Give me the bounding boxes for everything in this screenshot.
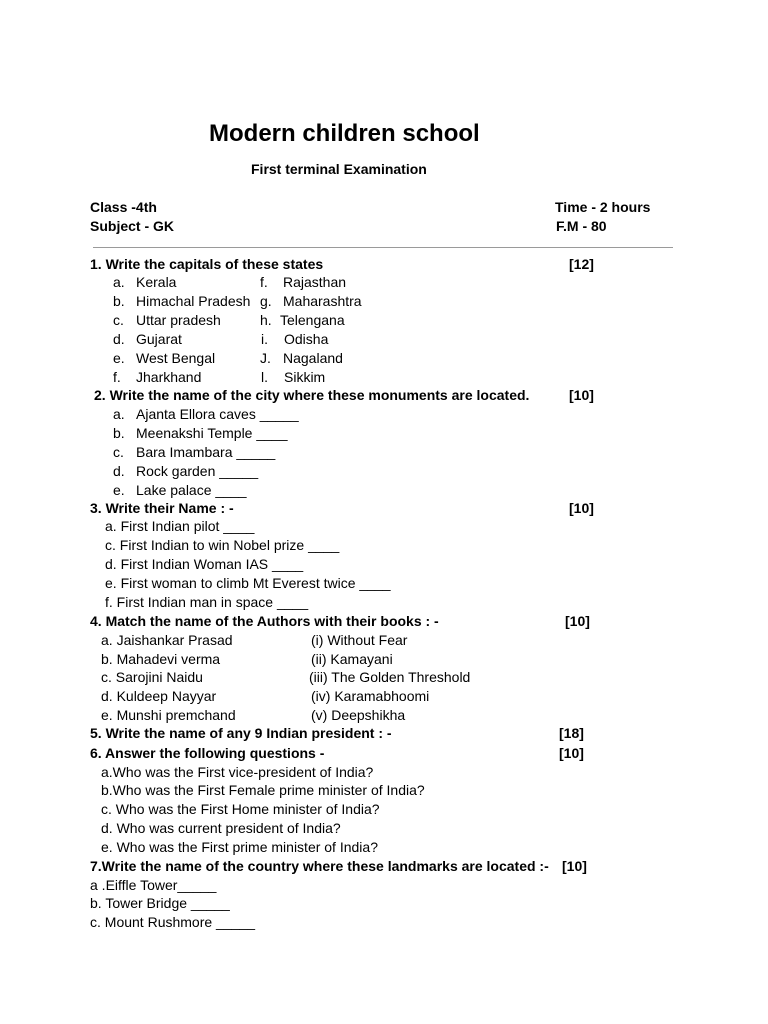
- list-item: a. First Indian pilot ____: [105, 518, 255, 534]
- list-marker: d.: [113, 331, 125, 347]
- q2-marks: [10]: [569, 387, 594, 403]
- exam-title: First terminal Examination: [251, 161, 427, 177]
- list-marker: l.: [261, 369, 268, 385]
- state-name: Himachal Pradesh: [136, 293, 251, 309]
- q1-marks: [12]: [569, 256, 594, 272]
- author-item: c. Sarojini Naidu: [101, 669, 203, 685]
- state-name: Sikkim: [284, 369, 326, 385]
- monument-item: Meenakshi Temple ____: [136, 425, 288, 441]
- list-item: c. First Indian to win Nobel prize ____: [105, 537, 340, 553]
- class-label: Class -4th: [90, 199, 157, 215]
- list-item: f. First Indian man in space ____: [105, 594, 309, 610]
- monument-item: Bara Imambara _____: [136, 444, 276, 460]
- q3-title: 3. Write their Name : -: [90, 500, 234, 516]
- state-name: Maharashtra: [283, 293, 362, 309]
- book-item: (ii) Kamayani: [311, 651, 393, 667]
- landmark-item: b. Tower Bridge _____: [90, 895, 230, 911]
- question-item: c. Who was the First Home minister of India?: [101, 801, 380, 817]
- question-item: e. Who was the First prime minister of India?: [101, 839, 378, 855]
- q5-marks: [18]: [559, 725, 584, 741]
- author-item: a. Jaishankar Prasad: [101, 632, 233, 648]
- landmark-item: c. Mount Rushmore _____: [90, 914, 255, 930]
- q4-marks: [10]: [565, 613, 590, 629]
- monument-item: Ajanta Ellora caves _____: [136, 406, 299, 422]
- book-item: (iv) Karamabhoomi: [311, 688, 430, 704]
- book-item: (v) Deepshikha: [311, 707, 406, 723]
- list-marker: a.: [113, 274, 125, 290]
- monument-item: Rock garden _____: [136, 463, 259, 479]
- author-item: b. Mahadevi verma: [101, 651, 221, 667]
- author-item: e. Munshi premchand: [101, 707, 236, 723]
- question-item: b.Who was the First Female prime minister of India?: [101, 782, 425, 798]
- time-label: Time - 2 hours: [555, 199, 651, 215]
- state-name: Telengana: [280, 312, 345, 328]
- q4-title: 4. Match the name of the Authors with their books : -: [90, 613, 439, 629]
- list-marker: a.: [113, 406, 125, 422]
- book-item: (iii) The Golden Threshold: [309, 669, 471, 685]
- list-marker: c.: [113, 312, 124, 328]
- q6-title: 6. Answer the following questions -: [90, 745, 325, 761]
- list-marker: g.: [260, 293, 272, 309]
- list-marker: J.: [260, 350, 271, 366]
- q5-title: 5. Write the name of any 9 Indian president : -: [90, 725, 392, 741]
- state-name: Gujarat: [136, 331, 182, 347]
- list-marker: b.: [113, 425, 125, 441]
- question-item: a.Who was the First vice-president of India?: [101, 764, 374, 780]
- state-name: Kerala: [136, 274, 177, 290]
- q7-title: 7.Write the name of the country where these landmarks are located :-: [90, 858, 549, 874]
- full-marks-label: F.M - 80: [556, 218, 607, 234]
- list-marker: i.: [261, 331, 268, 347]
- author-item: d. Kuldeep Nayyar: [101, 688, 217, 704]
- q7-marks: [10]: [562, 858, 587, 874]
- state-name: Odisha: [284, 331, 329, 347]
- question-item: d. Who was current president of India?: [101, 820, 341, 836]
- landmark-item: a .Eiffle Tower_____: [90, 877, 217, 893]
- q2-title: 2. Write the name of the city where these monuments are located.: [94, 387, 530, 403]
- q1-title: 1. Write the capitals of these states: [90, 256, 324, 272]
- state-name: West Bengal: [136, 350, 216, 366]
- list-marker: b.: [113, 293, 125, 309]
- state-name: Jharkhand: [136, 369, 202, 385]
- q3-marks: [10]: [569, 500, 594, 516]
- state-name: Uttar pradesh: [136, 312, 221, 328]
- state-name: Rajasthan: [283, 274, 347, 290]
- list-marker: f.: [260, 274, 268, 290]
- list-item: e. First woman to climb Mt Everest twice ____: [105, 575, 391, 591]
- list-marker: e.: [113, 350, 125, 366]
- school-title: Modern children school: [209, 120, 480, 147]
- list-marker: c.: [113, 444, 124, 460]
- list-item: d. First Indian Woman IAS ____: [105, 556, 304, 572]
- list-marker: f.: [113, 369, 121, 385]
- list-marker: e.: [113, 482, 125, 498]
- monument-item: Lake palace ____: [136, 482, 247, 498]
- list-marker: d.: [113, 463, 125, 479]
- book-item: (i) Without Fear: [311, 632, 408, 648]
- list-marker: h.: [260, 312, 272, 328]
- subject-label: Subject - GK: [90, 218, 175, 234]
- header-divider: [93, 247, 673, 248]
- q6-marks: [10]: [559, 745, 584, 761]
- state-name: Nagaland: [283, 350, 343, 366]
